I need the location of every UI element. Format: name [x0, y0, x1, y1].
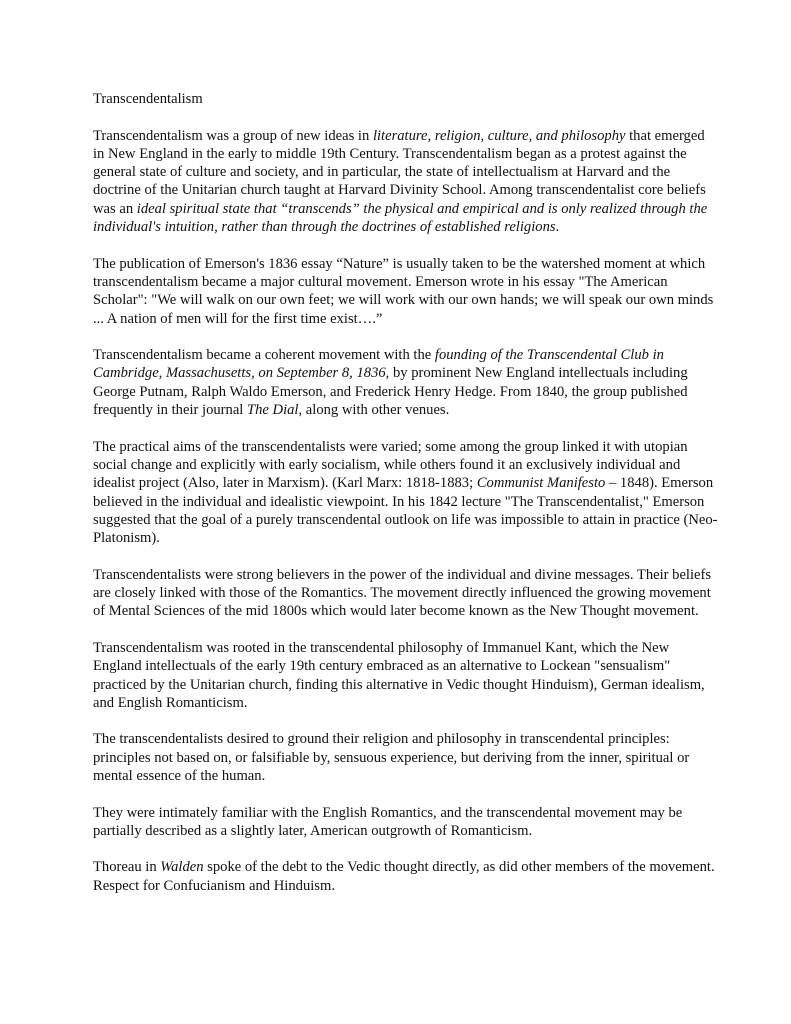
paragraph-principles — [93, 730, 718, 785]
text-segment-italic: founding of the Transcendental Club in Cambridge, Massachusetts, on September 8, 1836 — [93, 347, 664, 382]
text-segment: Thoreau in — [93, 859, 161, 876]
text-segment: The practical aims of the transcendentalists were varied; some among the group linked it with utopian social change and explicitly with early socialism, while others found it an exclusively individual and idealist project (Also, later in Marxism). (Karl Marx: 1818-1883; — [93, 438, 688, 492]
paragraph-definition — [93, 127, 718, 237]
text-segment-italic: ideal spiritual state that “transcends” the physical and empirical and is only realized through the individual's intuition, rather than through the doctrines of established religions — [93, 200, 708, 236]
text-segment: spoke of the debt to the Vedic thought directly, as did other members of the movement. Respect for Confucianism and Hinduism. — [93, 859, 715, 894]
text-segment: , by prominent New England intellectuals including George Putnam, Ralph Waldo Emerson, and Frederick Henry Hedge. From 1840, the group published frequently in their journal — [93, 365, 688, 419]
paragraph-believers — [93, 566, 718, 621]
paragraph-thoreau — [93, 858, 718, 895]
text-segment: that emerged in New England in the early to middle 19th Century. Transcendentalism began as a protest against the general state of culture and society, and in particular, the state of intellectualism at Harvard and the doctrine of the Unitarian church taught at Harvard Divinity School. Among transcendentalist core beliefs was an — [93, 127, 706, 217]
paragraph-nature-essay — [93, 255, 718, 328]
text-segment-italic: Communist Manifesto — [476, 475, 606, 492]
text-segment: Transcendentalism was rooted in the transcendental philosophy of Immanuel Kant, which the New England intellectuals of the early 19th century embraced as an alternative to Lockean "sensualism" practiced by the Unitarian church, finding this alternative in Vedic thought Hinduism), German idealism, and English Romanticism. — [93, 639, 705, 711]
text-segment: . — [555, 219, 560, 236]
text-segment-italic: The Dial — [247, 402, 299, 419]
text-segment: Transcendentalism was a group of new ideas in — [93, 127, 373, 144]
text-segment: Transcendentalists were strong believers in the power of the individual and divine messages. Their beliefs are closely linked with those of the Romantics. The movement directly influenced the growing movement of Mental Sciences of the mid 1800s which would later become known as the New Thought movement. — [93, 566, 712, 620]
paragraph-kant — [93, 639, 718, 712]
paragraph-practical-aims — [93, 438, 718, 548]
document-title: Transcendentalism — [93, 91, 203, 107]
text-segment: The transcendentalists desired to ground their religion and philosophy in transcendental principles: principles not based on, or falsifiable by, sensuous experience, but deriving from the inner, spiritual or mental essence of the human. — [93, 731, 690, 784]
document-page — [93, 90, 718, 913]
text-segment: , along with other venues. — [298, 402, 450, 419]
text-segment-italic: Walden — [160, 859, 204, 876]
paragraph-transcendental-club — [93, 346, 718, 419]
text-segment: The publication of Emerson's 1836 essay “Nature” is usually taken to be the watershed moment at which transcendentalism became a major cultural movement. Emerson wrote in his essay "The American Scholar": "We will walk on our own feet; we will work with our own hands; we will speak our own minds ... A nation of men will for the first time exist….” — [93, 255, 714, 327]
text-segment-italic: literature, religion, culture, and philosophy — [372, 127, 626, 144]
paragraph-romantics — [93, 804, 718, 841]
text-segment: – 1848). Emerson believed in the individual and idealistic viewpoint. In his 1842 lecture "The Transcendentalist," Emerson suggested that the goal of a purely transcendental outlook on life was impossible to attain in practice (Neo-Platonism). — [93, 475, 718, 547]
text-segment: Transcendentalism became a coherent movement with the — [93, 347, 435, 364]
text-segment: They were intimately familiar with the English Romantics, and the transcendental movement may be partially described as a slightly later, American outgrowth of Romanticism. — [93, 804, 683, 839]
